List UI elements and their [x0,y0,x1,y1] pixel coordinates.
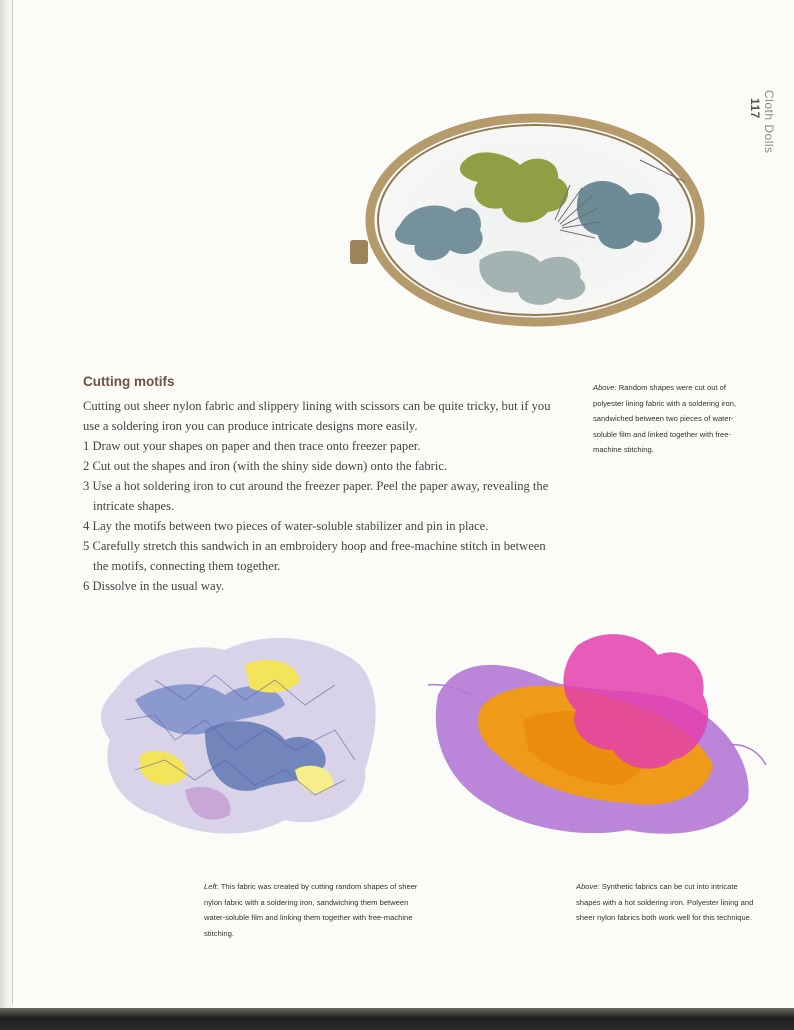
step-1: 1 Draw out your shapes on paper and then trace onto freezer paper. [83,439,421,453]
step-4: 4 Lay the motifs between two pieces of water-soluble stabilizer and pin in place. [83,519,489,533]
intro-paragraph: Cutting out sheer nylon fabric and slippery lining with scissors can be quite tricky, but if you use a soldering iron you can produce intricate designs more easily. [83,399,551,433]
step-5: 5 Carefully stretch this sandwich in an embroidery hoop and free-machine stitch in between the motifs, connecting them together. [83,539,546,573]
running-head-title: Cloth Dolls [762,90,776,154]
page-number: 117 [748,98,762,119]
caption-left-text: This fabric was created by cutting random shapes of sheer nylon fabric with a soldering iron, sandwiching them between water-soluble film and linking them together with free-machine stitching. [204,882,418,938]
sheer-fabric-photo [428,625,768,850]
caption-left [204,879,419,941]
embroidery-hoop-photo [330,100,740,360]
hoop-illustration [330,100,740,360]
caption-hoop-text: Random shapes were cut out of polyester lining fabric with a soldering iron, sandwiched between two pieces of water-soluble film and linked together with free-machine stitching. [593,383,737,454]
caption-right [576,879,764,926]
section-heading: Cutting motifs [83,374,175,389]
caption-left-lead: Left: [204,882,219,891]
step-2: 2 Cut out the shapes and iron (with the shiny side down) onto the fabric. [83,459,448,473]
sheer-fabric-illustration [428,625,768,850]
caption-hoop-lead: Above: [593,383,617,392]
lacy-fabric-illustration [95,620,390,845]
spine-edge [12,0,13,1005]
hoop-screw [350,240,368,264]
step-6: 6 Dissolve in the usual way. [83,579,225,593]
caption-right-text: Synthetic fabrics can be cut into intricate shapes with a hot soldering iron. Polyester lining and sheer nylon fabrics both work well for this technique. [576,882,754,922]
caption-right-lead: Above: [576,882,600,891]
caption-hoop [593,380,743,458]
article-body [83,396,563,596]
lacy-fabric-photo [95,620,390,845]
step-3: 3 Use a hot soldering iron to cut around the freezer paper. Peel the paper away, revealing the intricate shapes. [83,479,549,513]
running-head [748,90,776,180]
scan-bottom-edge [0,1008,794,1030]
